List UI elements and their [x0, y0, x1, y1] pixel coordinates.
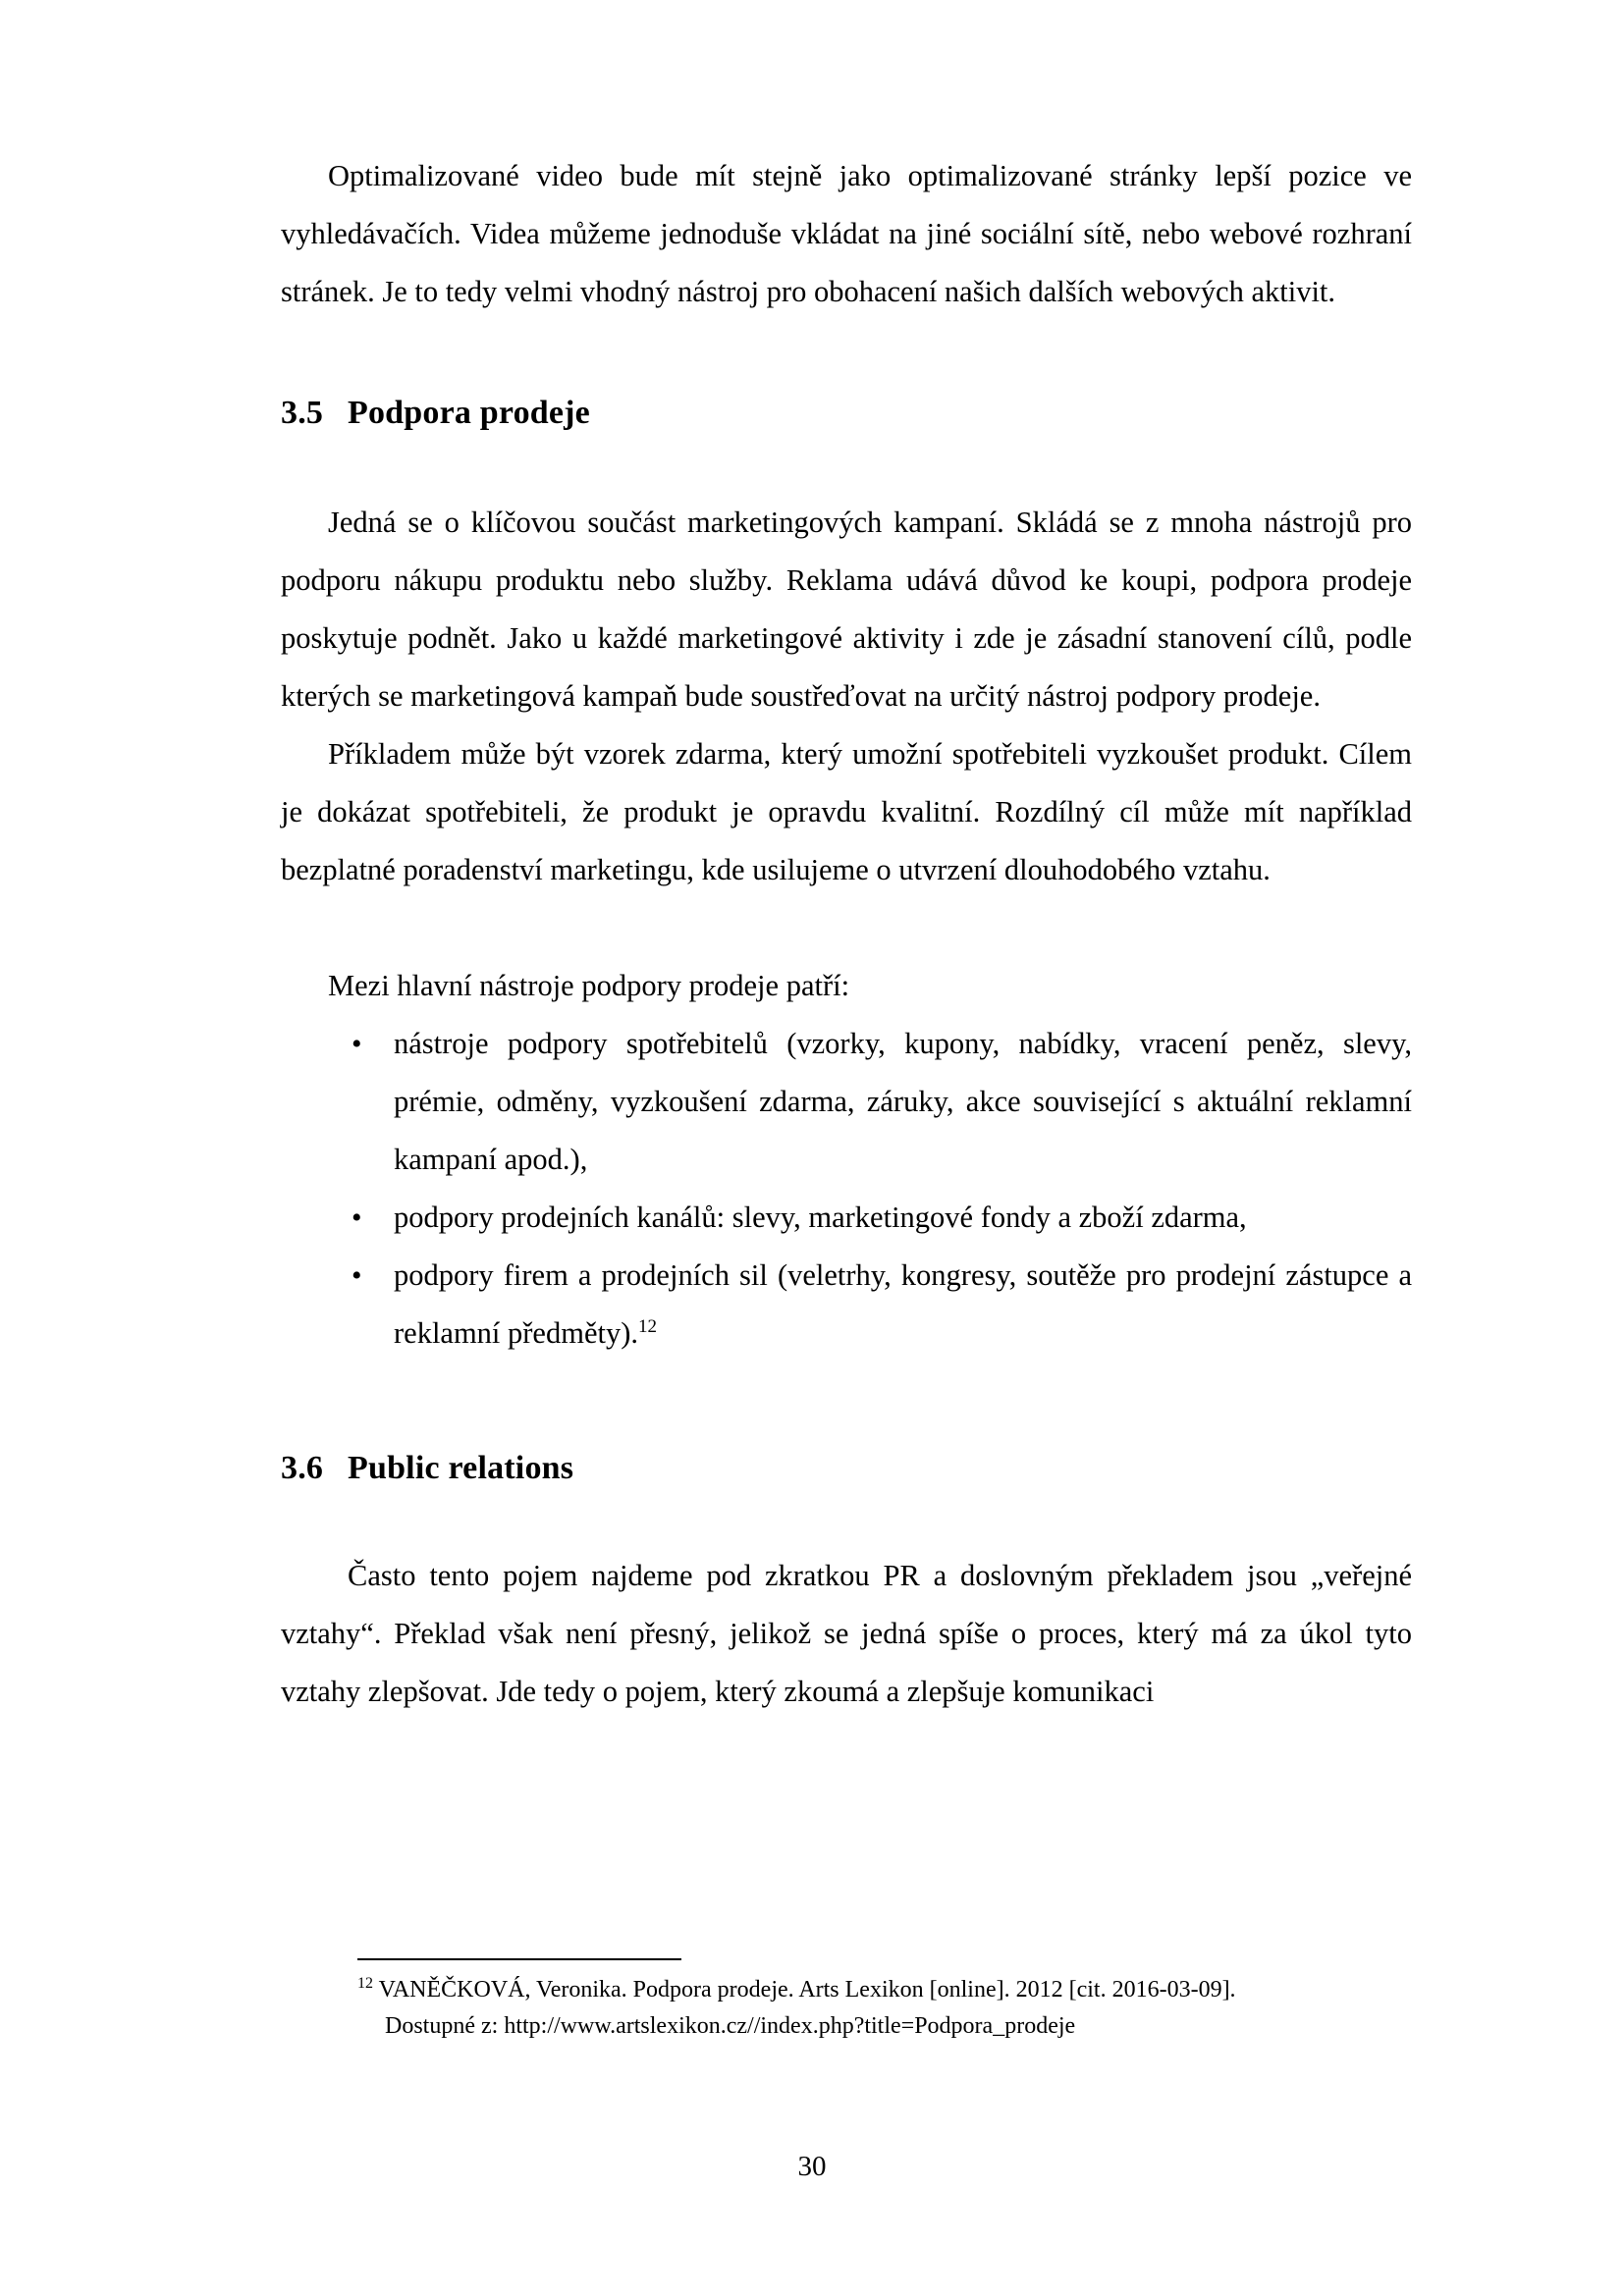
section-number: 3.6: [281, 1450, 324, 1486]
footnote-area: [281, 1958, 1412, 2045]
section-heading-3-6: [281, 1449, 1412, 1488]
list-item: [281, 1189, 1412, 1247]
section-3-6-paragraph-1: Často tento pojem najdeme pod zkratkou PR a doslovným překladem jsou „veřejné vztahy“. Překlad však není přesný, jelikož se jedná spíše o proces, který má za úkol tyto vztahy zlepšovat. Jde tedy o pojem, který zkoumá a zlepšuje komunikaci: [281, 1559, 1412, 1708]
page-content: [281, 147, 1412, 1721]
list-item: [281, 1247, 1412, 1362]
intro-paragraph: Optimalizované video bude mít stejně jako optimalizované stránky lepší pozice ve vyhledávačích. Videa můžeme jednoduše vkládat na jiné sociální sítě, nebo webové rozhraní stránek. Je to tedy velmi vhodný nástroj pro obohacení našich dalších webových aktivit.: [281, 159, 1412, 308]
footnote-reference-12: 12: [638, 1315, 657, 1337]
list-item-text: nástroje podpory spotřebitelů (vzorky, kupony, nabídky, vracení peněz, slevy, prémie, odměny, vyzkoušení zdarma, záruky, akce související s aktuální reklamní kampaní apod.),: [394, 1027, 1412, 1176]
list-item-text: podpory firem a prodejních sil (veletrhy, kongresy, soutěže pro prodejní zástupce a reklamní předměty).: [394, 1258, 1412, 1350]
footnote-marker: 12: [357, 1975, 373, 1992]
page-number: 30: [797, 2151, 827, 2182]
section-title: Public relations: [348, 1450, 574, 1486]
list-item-text: podpory prodejních kanálů: slevy, marketingové fondy a zboží zdarma,: [394, 1201, 1247, 1234]
footnote-line-1: VANĚČKOVÁ, Veronika. Podpora prodeje. Arts Lexikon [online]. 2012 [cit. 2016-03-09].: [378, 1977, 1236, 2002]
bullet-icon: •: [352, 1259, 362, 1292]
bullet-icon: •: [352, 1201, 362, 1234]
bullet-icon: •: [352, 1028, 362, 1060]
section-title: Podpora prodeje: [348, 395, 590, 431]
section-3-5-paragraph-3: Mezi hlavní nástroje podpory prodeje patří:: [328, 969, 850, 1002]
section-3-5-paragraph-1: Jedná se o klíčovou součást marketingových kampaní. Skládá se z mnoha nástrojů pro podporu nákupu produktu nebo služby. Reklama udává důvod ke koupi, podpora prodeje poskytuje podnět. Jako u každé marketingové aktivity i zde je zásadní stanovení cílů, podle kterých se marketingová kampaň bude soustřeďovat na určitý nástroj podpory prodeje.: [281, 506, 1412, 713]
footnote-line-2: Dostupné z: http://www.artslexikon.cz//index.php?title=Podpora_prodeje: [385, 2013, 1076, 2039]
section-3-5-paragraph-2: Příkladem může být vzorek zdarma, který umožní spotřebiteli vyzkoušet produkt. Cílem je dokázat spotřebiteli, že produkt je opravdu kvalitní. Rozdílný cíl může mít například bezplatné poradenství marketingu, kde usilujeme o utvrzení dlouhodobého vztahu.: [281, 737, 1412, 886]
sales-support-tools-list: [281, 1015, 1412, 1362]
footnote-separator-rule: [357, 1958, 681, 1960]
section-heading-3-5: [281, 394, 1412, 433]
list-item: [281, 1015, 1412, 1189]
section-number: 3.5: [281, 395, 324, 431]
footnote-12: [281, 1972, 1412, 2045]
